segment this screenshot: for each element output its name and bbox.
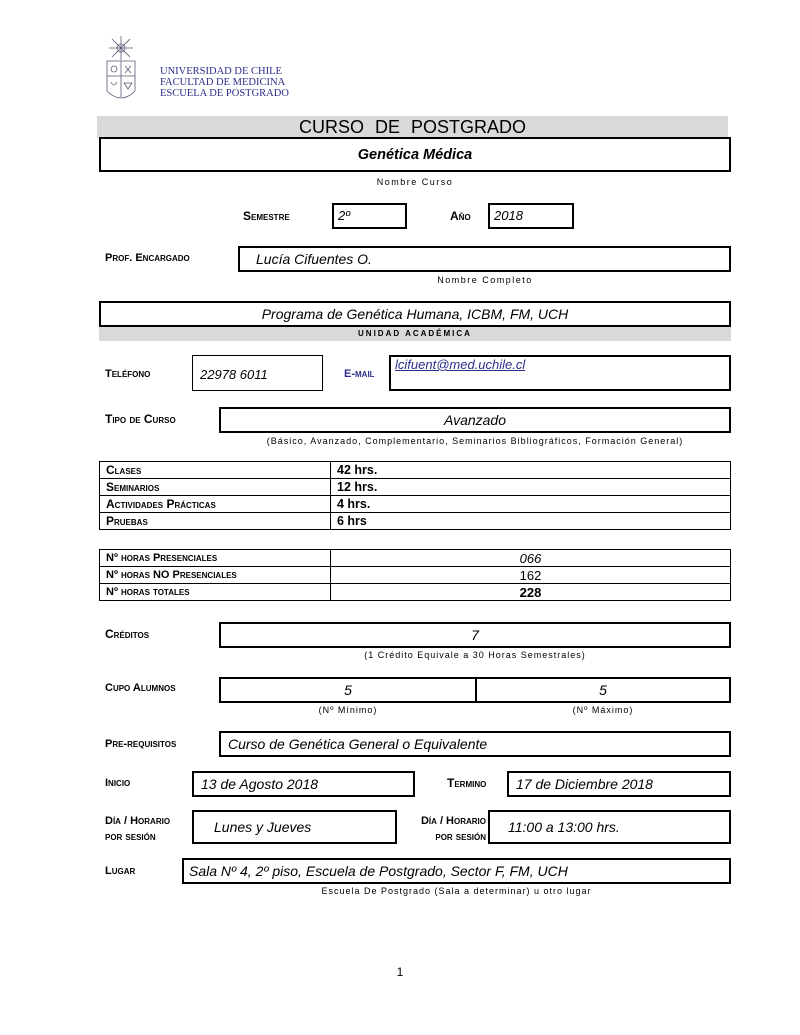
professor-caption: Nombre Completo	[437, 275, 533, 285]
place-field	[182, 858, 731, 884]
course-name-caption: Nombre Curso	[376, 177, 454, 187]
university-crest-icon	[104, 33, 152, 108]
unit-field	[99, 301, 731, 327]
professor-value: Lucía Cifuentes O.	[256, 251, 372, 267]
start-field	[192, 771, 415, 797]
hours-table	[99, 461, 731, 530]
university-line: UNIVERSIDAD DE CHILE	[160, 66, 282, 77]
hours-label: Seminarios	[100, 479, 331, 496]
credits-label: Créditos	[105, 627, 150, 641]
end-field	[507, 771, 731, 797]
hours-value: 12 hrs.	[331, 479, 731, 496]
hours-label: Actividades Prácticas	[100, 496, 331, 513]
credits-value: 7	[471, 627, 479, 643]
quota-min-value: 5	[344, 682, 352, 698]
unit-caption-bar	[99, 327, 731, 341]
page-number: 1	[396, 965, 404, 979]
professor-field	[238, 246, 731, 272]
semester-value: 2º	[338, 208, 350, 223]
day-field	[192, 810, 397, 844]
table-row	[100, 567, 731, 584]
faculty-line: FACULTAD DE MEDICINA	[160, 77, 286, 88]
time-label-line1: Día / Horario	[420, 815, 486, 827]
place-caption: Escuela De Postgrado (Sala a determinar) u otro lugar	[321, 886, 592, 896]
day-value: Lunes y Jueves	[214, 819, 312, 835]
email-link[interactable]: lcifuent@med.uchile.cl	[395, 357, 526, 372]
hours-value: 6 hrs	[331, 513, 731, 530]
quota-min-field	[219, 677, 477, 703]
professor-label: Prof. Encargado	[105, 252, 190, 264]
place-value: Sala Nº 4, 2º piso, Escuela de Postgrado, Sector F, FM, UCH	[189, 863, 568, 879]
day-label-line2: por sesión	[105, 831, 156, 843]
totals-value: 066	[331, 550, 731, 567]
totals-label: Nº horas Presenciales	[100, 550, 331, 567]
page-title: CURSO DE POSTGRADO	[97, 116, 728, 138]
table-row	[100, 462, 731, 479]
quota-max-field	[475, 677, 731, 703]
time-value: 11:00 a 13:00 hrs.	[508, 819, 620, 835]
totals-value: 162	[331, 567, 731, 584]
year-field	[488, 203, 574, 229]
semester-field	[332, 203, 407, 229]
time-field	[488, 810, 731, 844]
quota-max-value: 5	[599, 682, 607, 698]
phone-value: 22978 6011	[200, 367, 268, 382]
hours-value: 4 hrs.	[331, 496, 731, 513]
end-label: Termino	[447, 776, 487, 790]
time-label	[404, 813, 486, 845]
totals-label: Nº horas NO Presenciales	[100, 567, 331, 584]
course-type-value: Avanzado	[443, 412, 506, 428]
table-row	[100, 550, 731, 567]
time-label-line2: por sesión	[435, 831, 486, 843]
quota-min-caption: (Nº Mínimo)	[318, 705, 378, 715]
day-label	[105, 813, 170, 845]
email-field	[389, 355, 731, 391]
hours-label: Pruebas	[100, 513, 331, 530]
hours-value: 42 hrs.	[331, 462, 731, 479]
email-label: E-mail	[344, 368, 375, 380]
quota-label: Cupo Alumnos	[105, 682, 176, 694]
university-name	[160, 66, 300, 99]
phone-field	[192, 355, 323, 391]
table-row	[100, 513, 731, 530]
year-value: 2018	[494, 208, 523, 223]
totals-table	[99, 549, 731, 601]
prereq-value: Curso de Genética General o Equivalente	[228, 736, 488, 752]
prereq-field	[219, 731, 731, 757]
semester-label: Semestre	[243, 209, 290, 223]
year-label: Año	[450, 209, 471, 223]
hours-label: Clases	[100, 462, 331, 479]
totals-label: Nº horas totales	[100, 584, 331, 601]
prereq-label: Pre-requisitos	[105, 738, 177, 750]
school-line: ESCUELA DE POSTGRADO	[160, 88, 289, 99]
table-row	[100, 479, 731, 496]
course-type-label: Tipo de Curso	[105, 412, 176, 426]
phone-label: Teléfono	[105, 368, 151, 380]
credits-field	[219, 622, 731, 648]
course-name-value: Genética Médica	[357, 146, 473, 163]
totals-value: 228	[331, 584, 731, 601]
course-name-field	[99, 137, 731, 172]
course-type-caption: (Básico, Avanzado, Complementario, Seminarios Bibliográficos, Formación General)	[266, 436, 684, 446]
start-label: Inicio	[105, 777, 131, 789]
quota-max-caption: (Nº Máximo)	[572, 705, 634, 715]
start-value: 13 de Agosto 2018	[201, 776, 319, 792]
end-value: 17 de Diciembre 2018	[516, 776, 653, 792]
place-label: Lugar	[105, 865, 136, 877]
credits-caption: (1 Crédito Equivale a 30 Horas Semestrales)	[364, 650, 586, 660]
course-type-field	[219, 407, 731, 433]
unit-caption: UNIDAD ACADÉMICA	[358, 329, 472, 338]
table-row	[100, 584, 731, 601]
unit-value: Programa de Genética Humana, ICBM, FM, UCH	[261, 306, 569, 322]
table-row	[100, 496, 731, 513]
day-label-line1: Día / Horario	[105, 815, 171, 827]
